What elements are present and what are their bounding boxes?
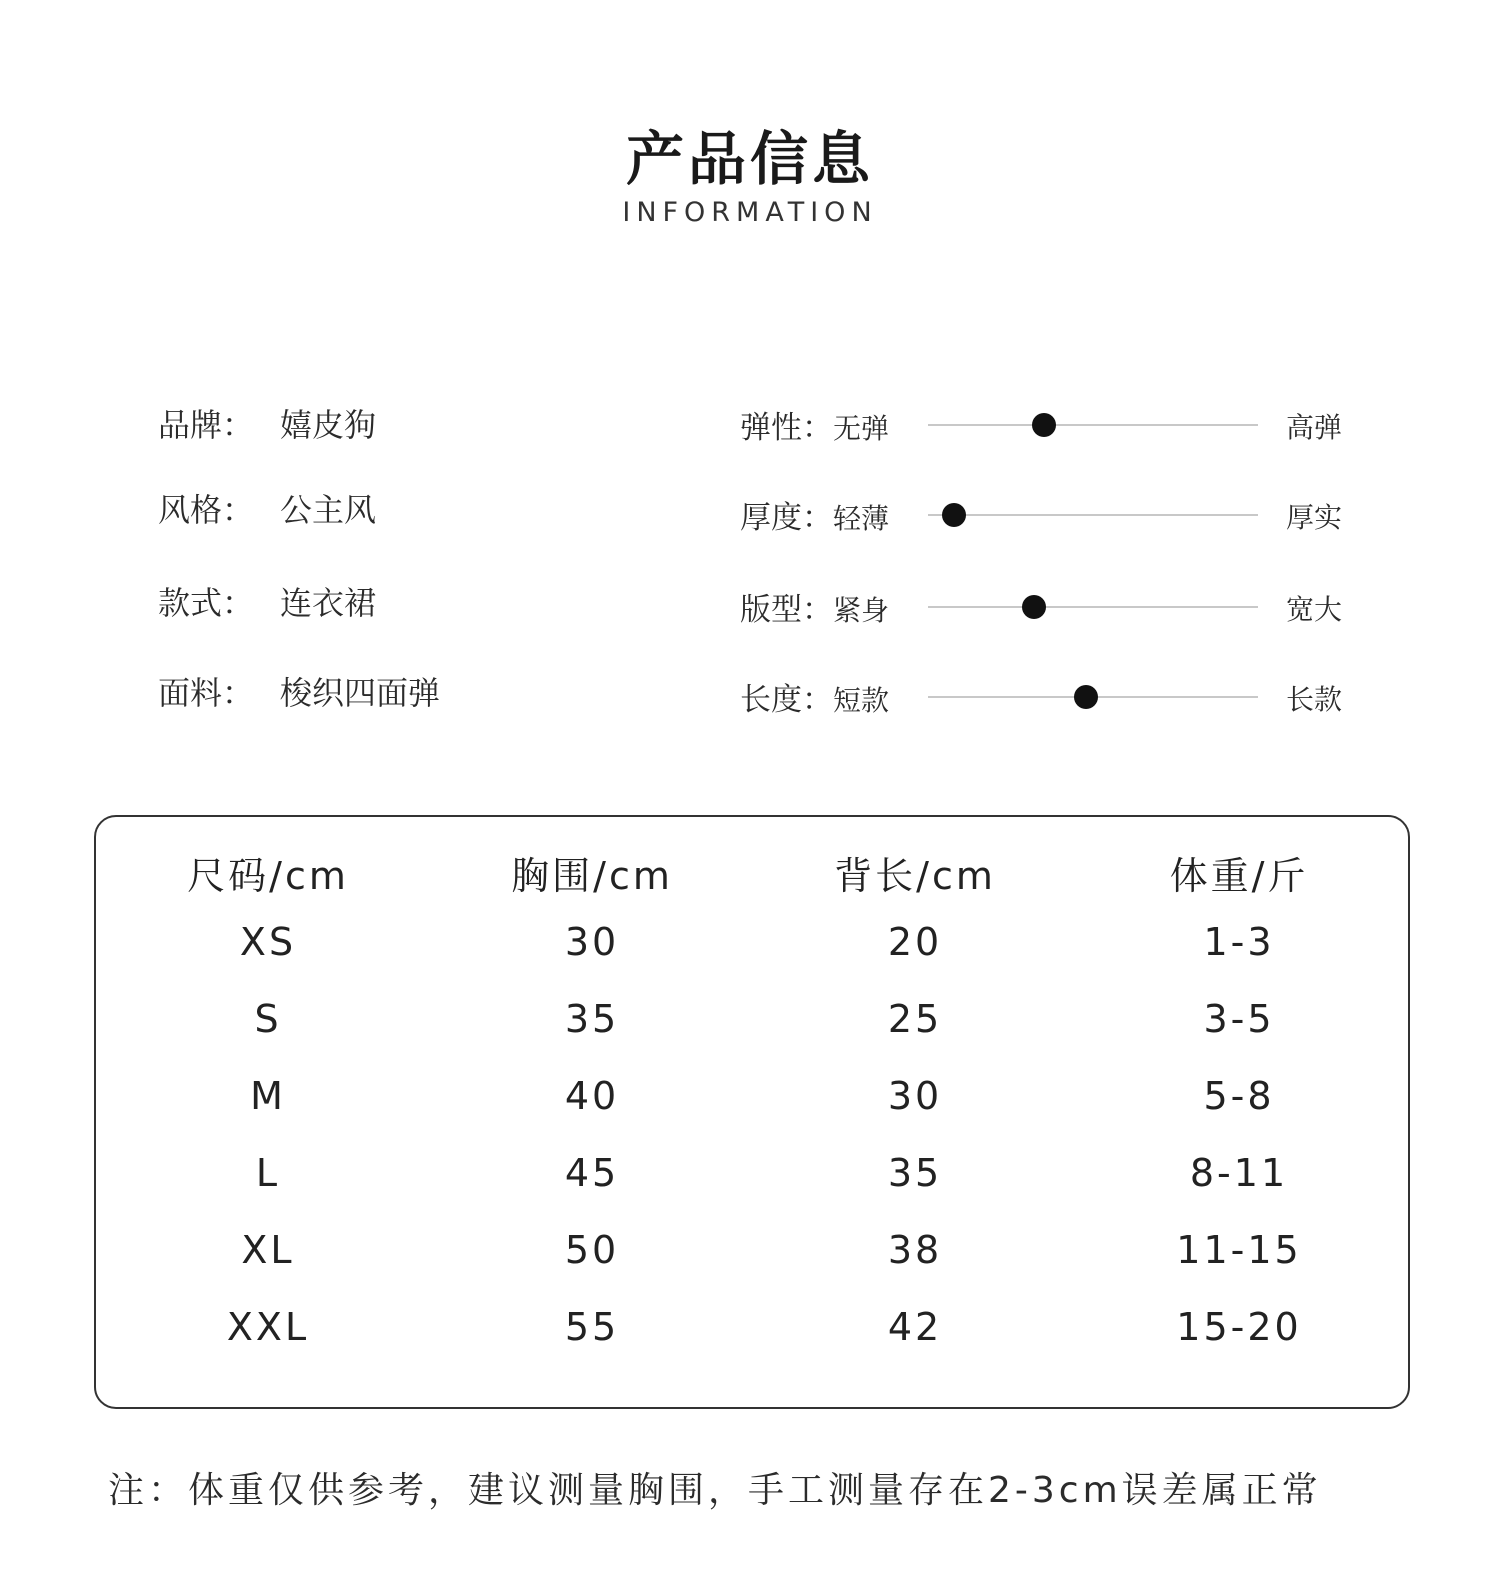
scale-label: 厚度：	[740, 500, 833, 536]
table-cell: S	[254, 997, 282, 1041]
size-table	[94, 815, 1410, 1409]
scale-indicator-dot	[942, 503, 966, 527]
footnote: 注：体重仅供参考，建议测量胸围，手工测量存在2-3cm误差属正常	[108, 1470, 1322, 1511]
scale-indicator-dot	[1032, 413, 1056, 437]
table-cell: 15-20	[1176, 1305, 1302, 1349]
scale-label: 弹性：	[740, 410, 833, 446]
table-cell: 8-11	[1189, 1151, 1289, 1195]
scale-indicator-dot	[1074, 685, 1098, 709]
table-cell: 25	[887, 997, 943, 1041]
info-value: 嬉皮狗	[280, 406, 377, 444]
scale-elasticity	[740, 400, 1350, 450]
table-header-cell: 体重/斤	[1169, 854, 1309, 898]
table-header-cell: 背长/cm	[834, 854, 996, 898]
table-cell: 11-15	[1176, 1228, 1302, 1272]
info-label: 面料：	[158, 674, 255, 712]
scale-length	[740, 672, 1350, 722]
table-cell: M	[250, 1074, 286, 1118]
table-header-cell: 胸围/cm	[511, 854, 673, 898]
scale-track	[928, 514, 1258, 516]
table-cell: 5-8	[1203, 1074, 1275, 1118]
info-row-style	[158, 485, 376, 531]
scale-fit	[740, 582, 1350, 632]
page-title: 产品信息	[625, 125, 874, 193]
table-cell: XS	[239, 920, 297, 964]
table-cell: 45	[564, 1151, 620, 1195]
table-header-cell: 尺码/cm	[187, 854, 349, 898]
scale-low-label: 轻薄	[833, 502, 890, 535]
scale-high-label: 高弹	[1286, 411, 1343, 444]
scale-low-label: 短款	[833, 684, 890, 717]
scale-label: 版型：	[740, 592, 833, 628]
table-cell: 38	[887, 1228, 943, 1272]
scale-high-label: 长款	[1286, 683, 1343, 716]
scale-track	[928, 606, 1258, 608]
table-cell: 35	[887, 1151, 943, 1195]
scale-track	[928, 424, 1258, 426]
table-cell: 40	[564, 1074, 620, 1118]
info-label: 品牌：	[158, 406, 255, 444]
table-cell: 55	[564, 1305, 620, 1349]
info-label: 款式：	[158, 584, 255, 622]
table-cell: 42	[887, 1305, 943, 1349]
table-cell: XXL	[226, 1305, 310, 1349]
table-cell: 3-5	[1203, 997, 1275, 1041]
scale-low-label: 紧身	[833, 594, 890, 627]
table-cell: 20	[887, 920, 943, 964]
scale-low-label: 无弹	[833, 412, 890, 445]
table-cell: 30	[564, 920, 620, 964]
info-row-fabric	[158, 668, 440, 714]
info-value: 公主风	[280, 491, 377, 529]
scale-high-label: 厚实	[1286, 501, 1343, 534]
table-cell: 50	[564, 1228, 620, 1272]
table-cell: 30	[887, 1074, 943, 1118]
scale-indicator-dot	[1022, 595, 1046, 619]
page-subtitle: INFORMATION	[622, 197, 878, 228]
table-cell: 35	[564, 997, 620, 1041]
info-row-type	[158, 578, 376, 624]
info-value: 梭织四面弹	[280, 674, 441, 712]
scale-high-label: 宽大	[1286, 593, 1343, 626]
table-cell: XL	[241, 1228, 295, 1272]
info-label: 风格：	[158, 491, 255, 529]
scale-label: 长度：	[740, 682, 833, 718]
table-cell: 1-3	[1203, 920, 1275, 964]
info-row-brand	[158, 400, 376, 446]
table-cell: L	[255, 1151, 281, 1195]
info-value: 连衣裙	[280, 584, 377, 622]
scale-thickness	[740, 490, 1350, 540]
